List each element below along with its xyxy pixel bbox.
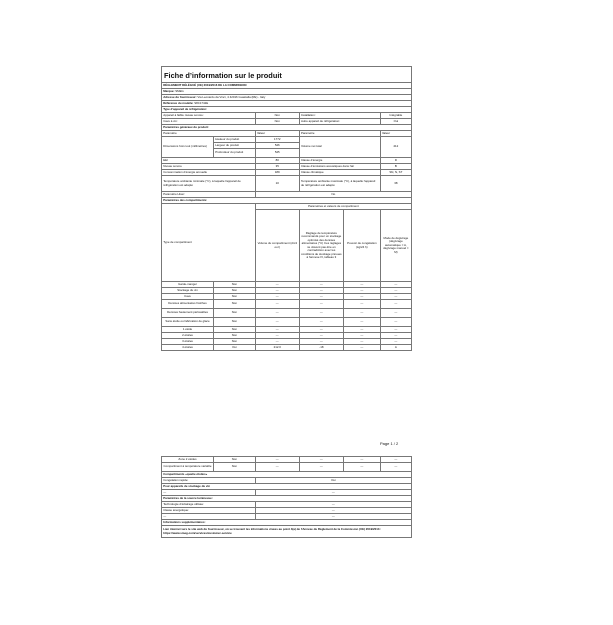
compartment-freezing-capacity: — [344, 333, 381, 339]
compartment-row [162, 300, 412, 309]
depth-label: Profondeur du produit [214, 149, 256, 158]
compartment-temperature: — [299, 282, 343, 288]
compartment-present: Non [214, 333, 256, 339]
total-volume-value: 212 [380, 137, 411, 158]
eei-value: 80 [255, 158, 299, 164]
compartment-present: Non [214, 288, 256, 294]
fiche-table-page-1 [161, 66, 412, 351]
compartment-volume: — [255, 300, 299, 309]
blank-row-value: — [255, 514, 411, 520]
blank-row-label: — [162, 514, 256, 520]
compartment-volume: — [255, 282, 299, 288]
col-header: Pouvoir de congélation (kg/24 h) [344, 210, 381, 282]
energy-class-value: D [380, 158, 411, 164]
compartment-present: Non [214, 300, 256, 309]
compartment-present: Non [214, 294, 256, 300]
page-number: Page 1 / 2 [380, 441, 399, 446]
compartment-defrost-mode: — [380, 463, 411, 472]
compartment-defrost-mode: — [380, 288, 411, 294]
model-ref-label: Référence du modèle: [163, 100, 194, 105]
compartment-temperature: — [299, 333, 343, 339]
compartment-name: Cave [162, 294, 214, 300]
compartment-freezing-capacity: — [344, 294, 381, 300]
compartment-present: Non [214, 327, 256, 333]
compartment-present: Non [214, 318, 256, 327]
compartment-freezing-capacity: — [344, 327, 381, 333]
height-label: Hauteur du produit [214, 137, 256, 143]
noise-value: 35 [255, 164, 299, 170]
compartment-name: Garde-manger [162, 282, 214, 288]
compartment-defrost-mode: — [380, 282, 411, 288]
compartment-defrost-mode: — [380, 457, 411, 463]
compartment-name: Sans étoile ou fabrication de glace [162, 318, 214, 327]
compartment-temperature: — [299, 318, 343, 327]
compartment-group-header: Paramètres et valeurs de compartiment [255, 204, 411, 210]
extra-info-text: Lien internet vers le site web du fournisseur, où se trouvent les informations visées au point 4(a) de l'Annexe du Règlement de la Commission (UE) 2019/2013 : https://www.smeg.com/services/customer-service [162, 526, 412, 538]
supplier-address-label: Adresse du fournisseur: [163, 94, 197, 99]
fiche-table-page-2 [161, 456, 412, 538]
height-value: 1772 [255, 137, 299, 143]
compartment-volume: — [255, 318, 299, 327]
compartment-present: Non [214, 339, 256, 345]
compartment-freezing-capacity: — [344, 318, 381, 327]
climate-class-value: SN, N, ST [380, 170, 411, 176]
eei-label: EEI [162, 158, 256, 164]
compartment-volume: — [255, 339, 299, 345]
compartment-temperature: — [299, 294, 343, 300]
compartment-present: Non [214, 457, 256, 463]
installation-value: Intégrable [380, 113, 411, 119]
total-volume-label: Volume net total [299, 137, 380, 158]
product-fiche-page-1 [161, 66, 412, 437]
product-fiche-page-2 [161, 456, 412, 573]
min-temp-value: 10 [255, 176, 299, 192]
compartments-body [162, 282, 412, 351]
model-ref-value: S8C1742E [194, 100, 209, 105]
brand-value: SMEG [175, 88, 184, 93]
low-noise-label: Appareil à faible niveau sonore: [162, 113, 256, 119]
col-header: Réglage de température recommandé pour un stockage optimisé des denrées alimentaires (°C) Ces réglages ne doivent pas être en contradiction avec les conditions de stockage prévues à l'annexe IV, tableau 3 [299, 210, 343, 282]
installation-label: Installation: [299, 113, 380, 119]
compartment-volume: — [255, 294, 299, 300]
col-header: Mode de dégivrage (dégivrage automatique = A, dégivrage manuel = M) [380, 210, 411, 282]
wine-cave-label: Cave à vin: [162, 119, 256, 125]
compartment-defrost-mode: — [380, 318, 411, 327]
compartment-volume: — [255, 327, 299, 333]
compartment-temperature: — [299, 457, 343, 463]
climate-class-label: Classe climatique [299, 170, 380, 176]
compartment-type-label: Type de compartiment [162, 204, 256, 282]
compartment-name: Denrées alimentaires fraîches [162, 300, 214, 309]
compartment-defrost-mode: A [380, 345, 411, 351]
width-label: Largeur du produit [214, 143, 256, 149]
wine-row-label: — [162, 490, 256, 496]
compartment-defrost-mode: — [380, 333, 411, 339]
compartment-temperature: — [299, 327, 343, 333]
annual-energy-value: 189 [255, 170, 299, 176]
compartment-temperature: — [299, 339, 343, 345]
compartment-row [162, 318, 412, 327]
compartment-volume: 212.0 [255, 345, 299, 351]
compartment-freezing-capacity: — [344, 282, 381, 288]
compartment-defrost-mode: — [380, 327, 411, 333]
compartment-row [162, 345, 412, 351]
compartment-name: Stockage du vin [162, 288, 214, 294]
col-header: Paramètre [162, 131, 256, 137]
winter-label: Paramètre Hiver: [162, 192, 256, 198]
compartment-freezing-capacity: — [344, 345, 381, 351]
col-header: Valeur [380, 131, 411, 137]
compartment-volume: — [255, 288, 299, 294]
document-title: Fiche d’information sur le produit [162, 67, 412, 83]
compartment-name: 3 étoiles [162, 339, 214, 345]
compartment-freezing-capacity: — [344, 309, 381, 318]
general-params-header: Paramètres généraux du produit: [162, 125, 412, 131]
other-appliance-label: Autre appareil de réfrigération: [299, 119, 380, 125]
compartment-name: 1 étoile [162, 327, 214, 333]
compartment-volume: — [255, 463, 299, 472]
compartment-temperature: -18 [299, 345, 343, 351]
compartment-temperature: — [299, 463, 343, 472]
compartment-present: Non [214, 282, 256, 288]
other-appliance-value: Oui [380, 119, 411, 125]
four-star-header: Compartiments «quatre étoiles» [162, 472, 412, 478]
light-tech-value: — [255, 502, 411, 508]
compartment-defrost-mode: — [380, 339, 411, 345]
general-row [162, 176, 412, 192]
compartment-name: Denrées hautement périssables [162, 309, 214, 318]
noise-label: Niveau sonore [162, 164, 256, 170]
compartment-temperature: — [299, 288, 343, 294]
brand-label: Marque: [163, 88, 175, 93]
compartment-present: Oui [214, 345, 256, 351]
supplier-address-value: Via Leonardo da Vinci, 4 42016 Guastalla (RE) - Italy [197, 94, 266, 99]
light-header: Paramètres de la source lumineuse: [162, 496, 412, 502]
compartment-name: 2 étoiles [162, 333, 214, 339]
wine-cave-value: Non [255, 119, 299, 125]
low-noise-value: Non [255, 113, 299, 119]
compartment-freezing-capacity: — [344, 339, 381, 345]
compartment-freezing-capacity: — [344, 300, 381, 309]
compartment-name: 4 étoiles [162, 345, 214, 351]
noise-class-label: Classe d'émissions acoustiques dans l'air [299, 164, 380, 170]
fast-freeze-value: Oui [255, 478, 411, 484]
compartments-header: Paramètres des compartiments: [162, 198, 412, 204]
compartment-name: Compartiment à température variable [162, 463, 214, 472]
compartment-volume: — [255, 333, 299, 339]
winter-value: No [255, 192, 411, 198]
compartment-freezing-capacity: — [344, 288, 381, 294]
compartment-temperature: — [299, 300, 343, 309]
compartment-defrost-mode: — [380, 309, 411, 318]
fast-freeze-label: Congélation rapide: [162, 478, 256, 484]
appliance-type-header: Type d'appareil de réfrigération: [162, 107, 412, 113]
col-header: Volume du compartiment (dm3 ou l) [255, 210, 299, 282]
compartment-freezing-capacity: — [344, 457, 381, 463]
noise-class-value: B [380, 164, 411, 170]
width-value: 546 [255, 143, 299, 149]
wine-header: Pour appareils de stockage du vin [162, 484, 412, 490]
compartment-name: Zone 2 étoiles [162, 457, 214, 463]
dimensions-label: Dimensions hors tout (millimètres) [162, 137, 214, 158]
extra-info-header: Informations supplémentaires: [162, 520, 412, 526]
compartment-defrost-mode: — [380, 294, 411, 300]
depth-value: 545 [255, 149, 299, 158]
col-header: Paramètre [299, 131, 380, 137]
max-temp-value: 38 [380, 176, 411, 192]
compartment-volume: — [255, 457, 299, 463]
energy-class-label: Classe d'énergie [299, 158, 380, 164]
compartment-present: Non [214, 463, 256, 472]
compartment-volume: — [255, 309, 299, 318]
light-class-value: — [255, 508, 411, 514]
annual-energy-label: Consommation d'énergie annuelle [162, 170, 256, 176]
light-class-label: Classe énergétique: [162, 508, 256, 514]
light-tech-label: Technologie d'éclairage utilisée: [162, 502, 256, 508]
wine-row-value: — [255, 490, 411, 496]
max-temp-label: Température ambiante maximale (°C), à laquelle l'appareil de réfrigération est adapté [299, 176, 380, 192]
compartment-row [162, 463, 412, 472]
compartment-row [162, 309, 412, 318]
compartment-defrost-mode: — [380, 300, 411, 309]
min-temp-label: Température ambiante minimale (°C), à laquelle l'appareil de réfrigération est adapté [162, 176, 256, 192]
compartment-temperature: — [299, 309, 343, 318]
compartment-present: Non [214, 309, 256, 318]
compartment-freezing-capacity: — [344, 463, 381, 472]
col-header: Valeur [255, 131, 299, 137]
regulation-line: RÈGLEMENT DÉLÉGUÉ (UE) 2019/2016 DE LA COMMISSION [162, 83, 412, 89]
compartments-body-continued [162, 457, 412, 472]
